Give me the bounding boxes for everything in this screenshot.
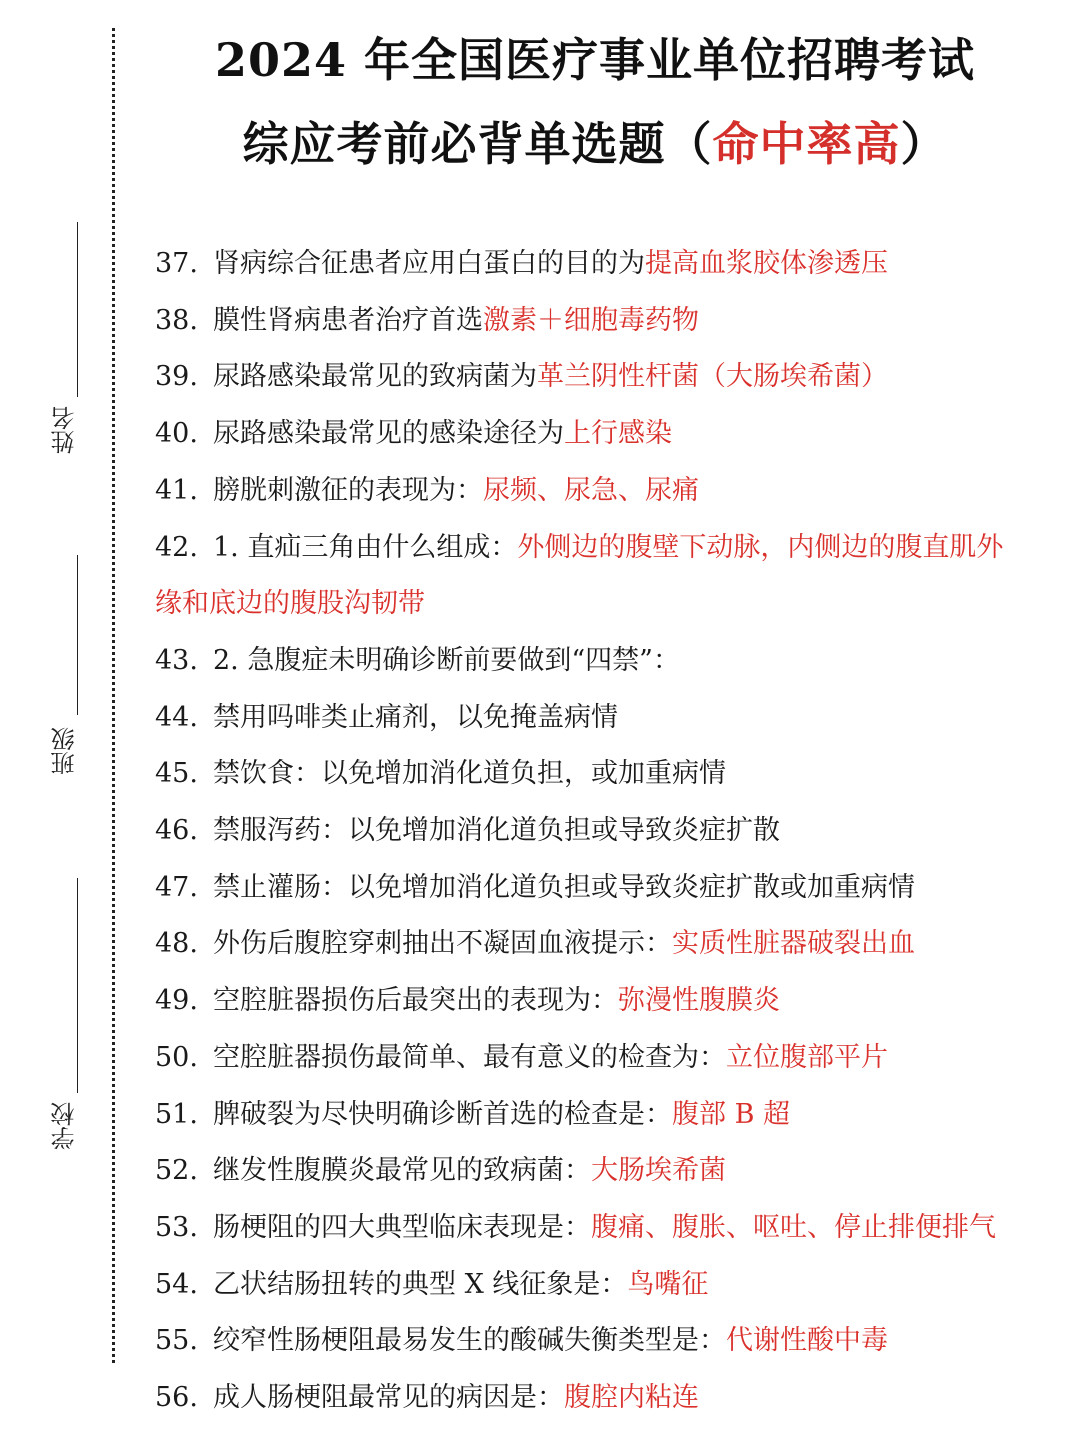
list-item [155, 803, 1065, 860]
item-question: 空腔脏器损伤最简单、最有意义的检查为： [213, 1041, 726, 1073]
list-item [155, 406, 1065, 463]
school-label: 学校 [51, 1102, 79, 1150]
list-item [155, 463, 1065, 520]
list-item [155, 1143, 1065, 1200]
dotted-cut-line [112, 28, 115, 1363]
list-item [155, 973, 1065, 1030]
list-item [155, 1087, 1065, 1144]
item-question: 肾病综合征患者应用白蛋白的目的为 [213, 248, 645, 279]
item-answer: 腹部 B 超 [672, 1098, 791, 1130]
list-item [155, 236, 1065, 293]
item-answer: 尿频、尿急、尿痛 [483, 474, 699, 506]
class-label: 班级 [51, 727, 79, 775]
item-number: 38. [155, 304, 198, 336]
item-answer: 大肠埃希菌 [591, 1155, 726, 1187]
list-item [155, 860, 1065, 917]
item-number: 43. [155, 644, 198, 676]
list-item [155, 690, 1065, 747]
class-underline[interactable] [77, 555, 78, 715]
item-question: 膜性肾病患者治疗首选 [213, 304, 483, 336]
list-item [155, 1257, 1065, 1314]
item-answer: 提高血浆胶体渗透压 [645, 248, 888, 279]
class-field [50, 555, 90, 785]
item-number: 41. [155, 474, 198, 506]
item-number: 48. [155, 928, 198, 960]
list-item [155, 916, 1065, 973]
item-number: 46. [155, 815, 198, 847]
item-question: 脾破裂为尽快明确诊断首选的检查是： [213, 1098, 672, 1130]
item-answer: 腹腔内粘连 [564, 1382, 699, 1414]
list-item [155, 349, 1065, 406]
item-number: 54. [155, 1268, 198, 1300]
list-item [155, 633, 1065, 690]
name-underline[interactable] [77, 222, 78, 397]
item-number: 37. [155, 248, 198, 279]
binding-margin [0, 0, 120, 1443]
item-number: 55. [155, 1325, 198, 1357]
item-question: 成人肠梗阻最常见的病因是： [213, 1382, 564, 1414]
school-field [50, 878, 90, 1158]
item-question: 继发性腹膜炎最常见的致病菌： [213, 1155, 591, 1187]
name-label: 姓名 [51, 406, 79, 454]
list-item [155, 1370, 1065, 1427]
item-number: 51. [155, 1098, 198, 1130]
item-answer: 代谢性酸中毒 [726, 1325, 888, 1357]
list-item [155, 1030, 1065, 1087]
item-answer-continuation: 缘和底边的腹股沟韧带 [155, 588, 425, 620]
item-question: 乙状结肠扭转的典型 X 线征象是： [213, 1268, 628, 1300]
item-number: 50. [155, 1041, 198, 1073]
item-answer: 实质性脏器破裂出血 [672, 928, 915, 960]
item-answer: 立位腹部平片 [726, 1041, 888, 1073]
item-question: 禁用吗啡类止痛剂，以免掩盖病情 [213, 701, 618, 733]
list-item [155, 1200, 1065, 1257]
item-number: 49. [155, 985, 198, 1017]
item-answer: 鸟嘴征 [627, 1268, 709, 1300]
item-answer: 激素＋细胞毒药物 [483, 304, 699, 336]
item-question: 禁止灌肠：以免增加消化道负担或导致炎症扩散或加重病情 [213, 871, 915, 903]
item-question: 空腔脏器损伤后最突出的表现为： [213, 985, 618, 1017]
item-answer: 腹痛、腹胀、呕吐、停止排便排气 [591, 1211, 996, 1243]
list-item [155, 520, 1065, 633]
list-item [155, 1313, 1065, 1370]
item-number: 53. [155, 1211, 198, 1243]
item-number: 45. [155, 758, 198, 790]
item-question: 外伤后腹腔穿刺抽出不凝固血液提示： [213, 928, 672, 960]
item-number: 56. [155, 1382, 198, 1414]
page-title-line1: 2024 年全国医疗事业单位招聘考试 [214, 33, 976, 87]
item-question: 膀胱刺激征的表现为： [213, 474, 483, 506]
item-question: 肠梗阻的四大典型临床表现是： [213, 1211, 591, 1243]
list-item [155, 293, 1065, 350]
item-question: 禁服泻药：以免增加消化道负担或导致炎症扩散 [213, 815, 780, 847]
item-number: 47. [155, 871, 198, 903]
title-prefix: 综应考前必背单选题（ [242, 117, 713, 171]
item-question: 2. 急腹症未明确诊断前要做到“四禁”： [213, 644, 680, 676]
item-question: 禁饮食：以免增加消化道负担，或加重病情 [213, 758, 726, 790]
item-answer: 上行感染 [564, 418, 672, 450]
item-number: 52. [155, 1155, 198, 1187]
item-number: 42. [155, 531, 198, 563]
item-question: 尿路感染最常见的感染途径为 [213, 418, 564, 450]
item-question: 尿路感染最常见的致病菌为 [213, 361, 537, 393]
item-number: 40. [155, 418, 198, 450]
item-question: 绞窄性肠梗阻最易发生的酸碱失衡类型是： [213, 1325, 726, 1357]
item-answer: 外侧边的腹壁下动脉，内侧边的腹直肌外 [517, 531, 1004, 563]
item-answer: 弥漫性腹膜炎 [618, 985, 780, 1017]
title-highlight: 命中率高 [712, 117, 901, 171]
item-question: 1. 直疝三角由什么组成： [213, 531, 518, 563]
item-number: 39. [155, 361, 198, 393]
title-suffix: ） [900, 117, 948, 171]
name-field [50, 222, 90, 462]
item-answer: 革兰阴性杆菌（大肠埃希菌） [537, 361, 888, 393]
page-title-line2 [130, 108, 1060, 174]
item-number: 44. [155, 701, 198, 733]
school-underline[interactable] [77, 878, 78, 1093]
question-list [155, 236, 1065, 1427]
list-item [155, 746, 1065, 803]
